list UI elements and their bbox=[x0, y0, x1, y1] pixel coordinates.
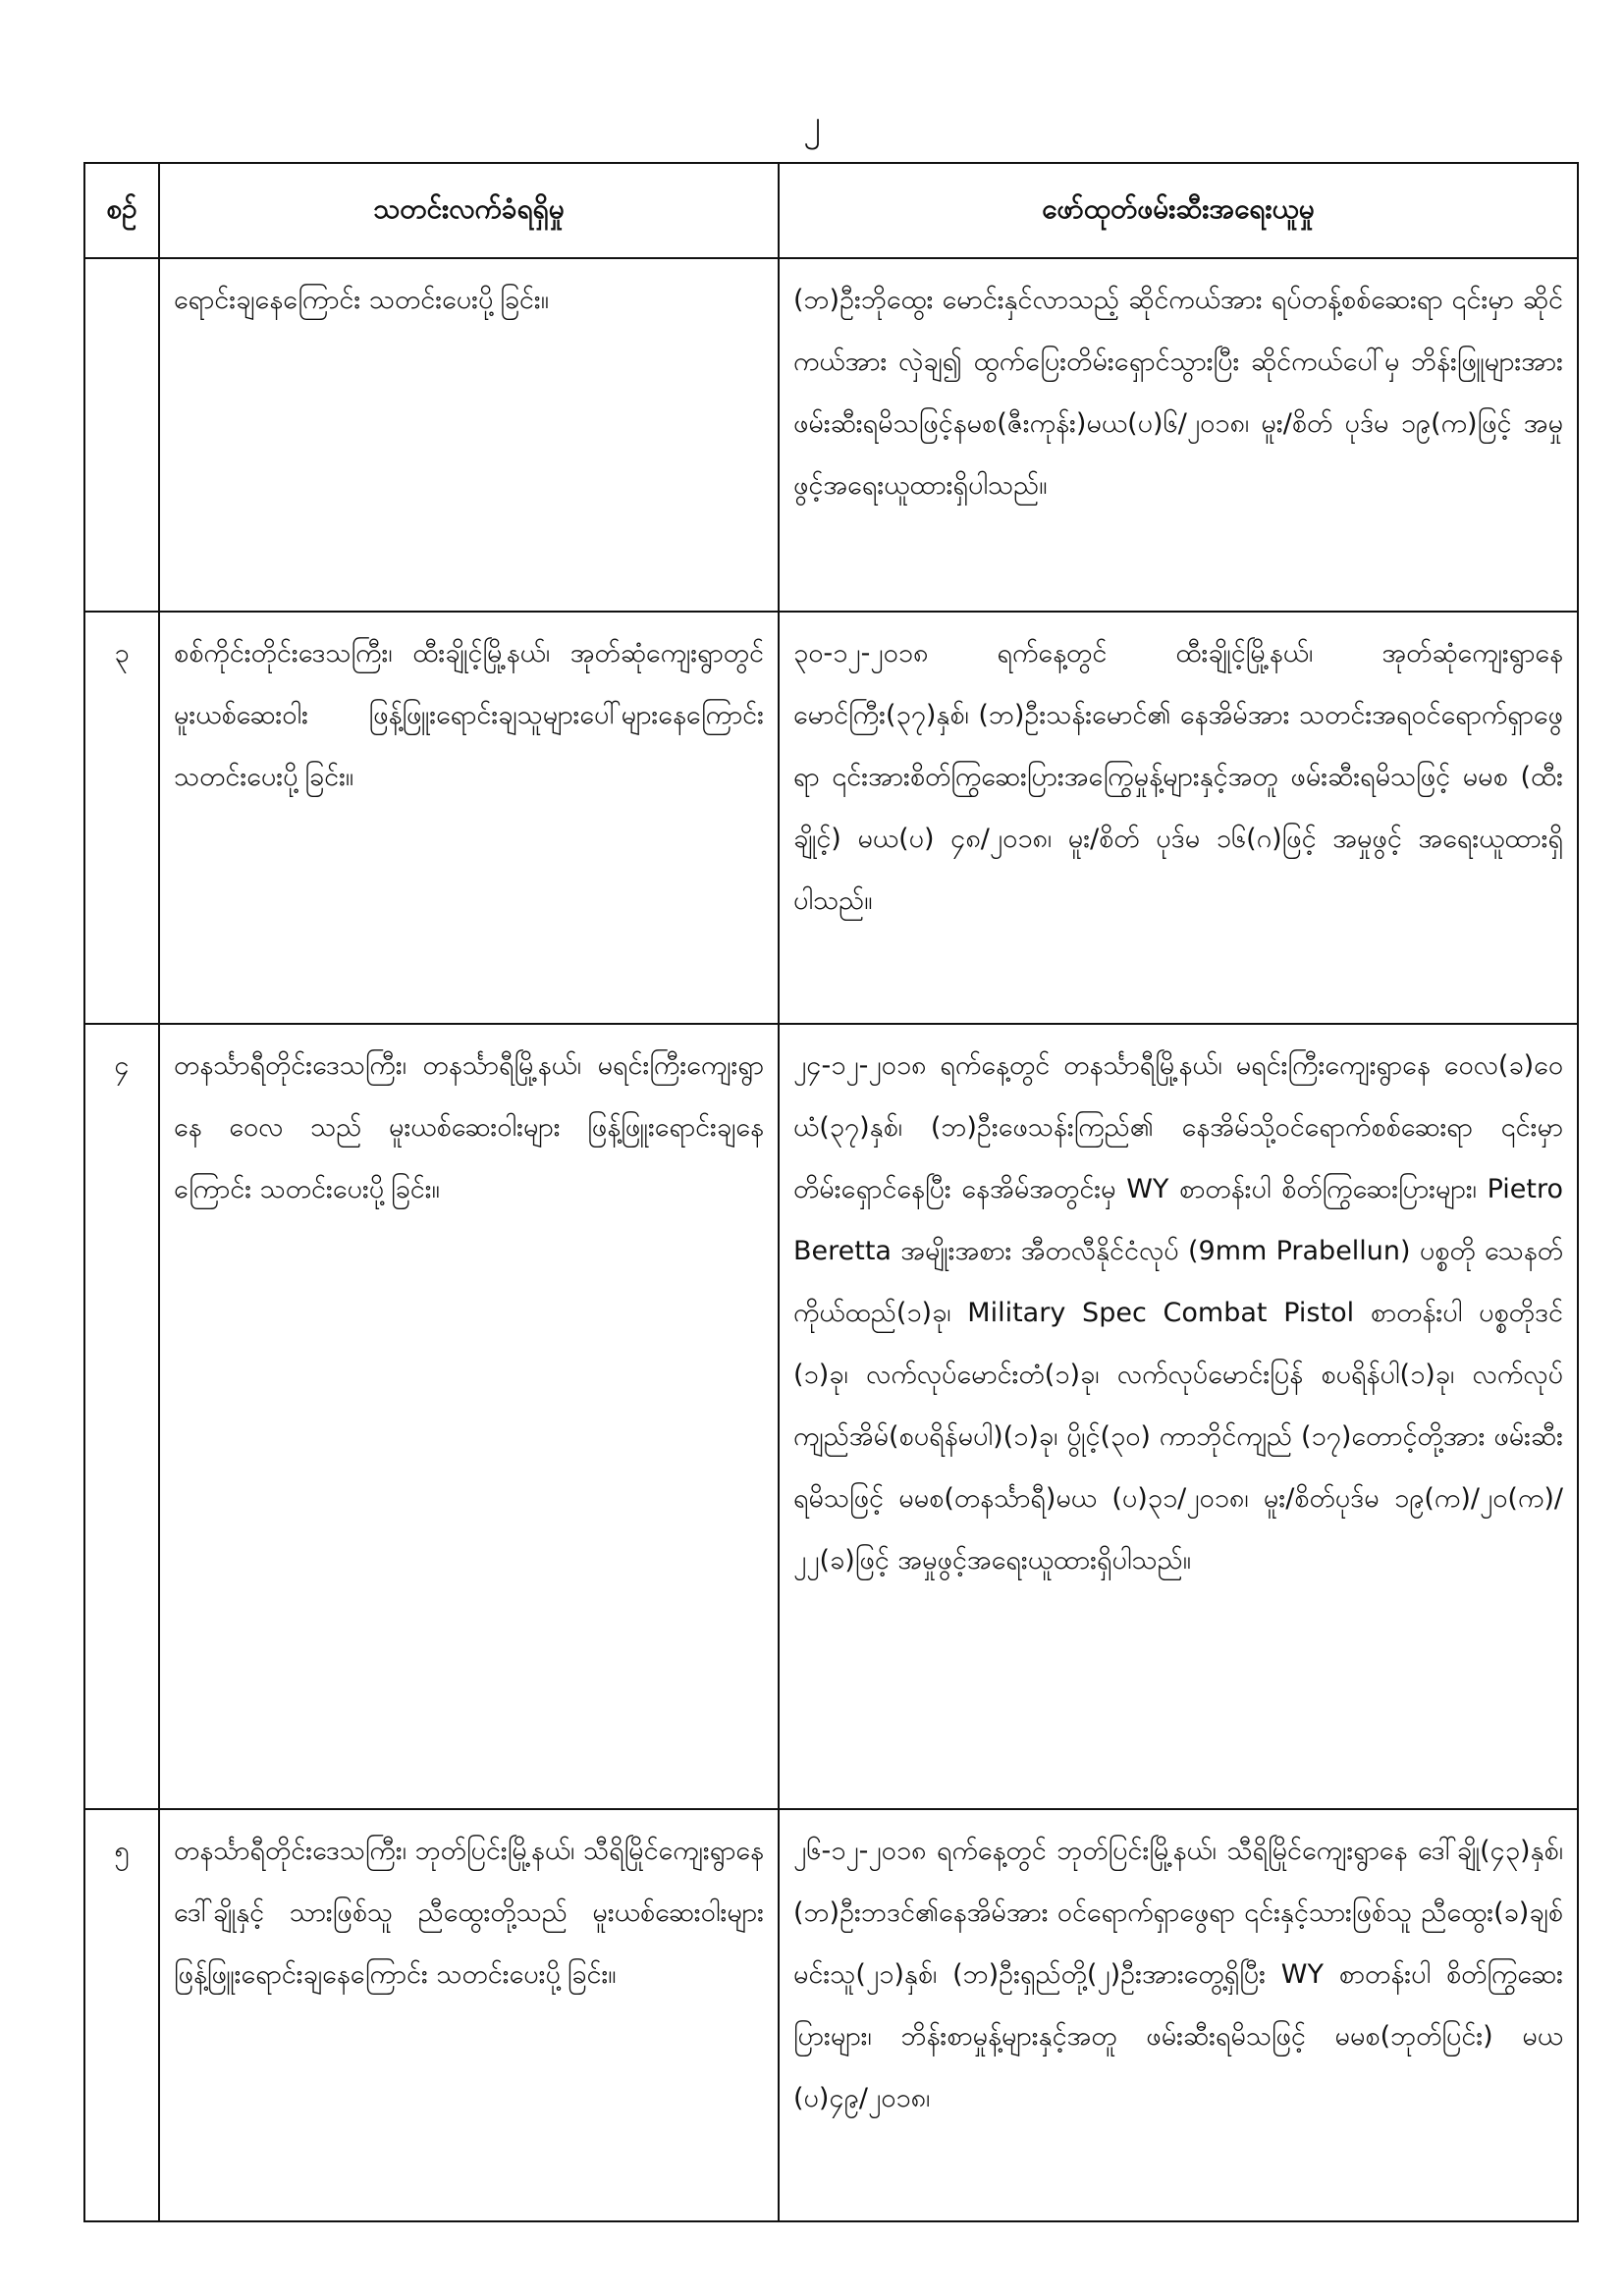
row-action-text: ၃၀-၁၂-၂၀၁၈ ရက်နေ့တွင် ထီးချိုင့်မြို့နယ်၊ အုတ်ဆုံကျေးရွာနေ မောင်ကြီး(၃၇)နှစ်၊ (ဘ)ဦးသန်းမောင်၏ နေအိမ်အား သတင်းအရဝင်ရောက်ရှာဖွေရာ ၎င်းအားစိတ်ကြွဆေးပြားအကြွေမှုန့်များနှင့်အတူ ဖမ်းဆီးရမိသဖြင့် မမစ (ထီးချိုင့်) မယ(ပ) ၄၈/၂၀၁၈၊ မူး/စိတ် ပုဒ်မ ၁၆(ဂ)ဖြင့် အမှုဖွင့် အရေးယူထားရှိပါသည်။ bbox=[779, 612, 1578, 1024]
table-row bbox=[84, 258, 1578, 612]
table-row bbox=[84, 1809, 1578, 2221]
row-report-text: တနင်္သာရီတိုင်းဒေသကြီး၊ တနင်္သာရီမြို့နယ်၊ မရင်းကြီးကျေးရွာနေ ဝေလ သည် မူးယစ်ဆေးဝါးများ ဖြန့်ဖြူးရောင်းချနေကြောင်း သတင်းပေးပို့ခြင်း။ bbox=[159, 1024, 779, 1809]
page-number: ၂ bbox=[803, 103, 821, 143]
row-serial-no: ၅ bbox=[84, 1809, 159, 2221]
header-report-received: သတင်းလက်ခံရရှိမှု bbox=[159, 163, 779, 258]
row-serial-no: ၃ bbox=[84, 612, 159, 1024]
row-report-text: စစ်ကိုင်းတိုင်းဒေသကြီး၊ ထီးချိုင့်မြို့နယ်၊ အုတ်ဆုံကျေးရွာတွင် မူးယစ်ဆေးဝါး ဖြန့်ဖြူးရောင်းချသူများပေါ်များနေကြောင်း သတင်းပေးပို့ခြင်း။ bbox=[159, 612, 779, 1024]
header-action-taken: ဖော်ထုတ်ဖမ်းဆီးအရေးယူမှု bbox=[779, 163, 1578, 258]
row-serial-no bbox=[84, 258, 159, 612]
row-action-text: (ဘ)ဦးဘိုထွေး မောင်းနှင်လာသည့် ဆိုင်ကယ်အား ရပ်တန့်စစ်ဆေးရာ ၎င်းမှာ ဆိုင်ကယ်အား လှဲချ၍ ထွက်ပြေးတိမ်းရှောင်သွားပြီး ဆိုင်ကယ်ပေါ်မှ ဘိန်းဖြူများအား ဖမ်းဆီးရမိသဖြင့်နမစ(ဇီးကုန်း)မယ(ပ)၆/၂၀၁၈၊ မူး/စိတ် ပုဒ်မ ၁၉(က)ဖြင့် အမှုဖွင့်အရေးယူထားရှိပါသည်။ bbox=[779, 258, 1578, 612]
table-header-row bbox=[84, 163, 1578, 258]
row-serial-no: ၄ bbox=[84, 1024, 159, 1809]
row-action-text: ၂၄-၁၂-၂၀၁၈ ရက်နေ့တွင် တနင်္သာရီမြို့နယ်၊ မရင်းကြီးကျေးရွာနေ ဝေလ(ခ)ဝေယံ(၃၇)နှစ်၊ (ဘ)ဦးဖေသန်းကြည်၏ နေအိမ်သို့ဝင်ရောက်စစ်ဆေးရာ ၎င်းမှာတိမ်းရှောင်နေပြီး နေအိမ်အတွင်းမှ WY စာတန်းပါ စိတ်ကြွဆေးပြားများ၊ Pietro Beretta အမျိုးအစား အီတလီနိုင်ငံလုပ် (9mm Prabellun) ပစ္စတို သေနတ်ကိုယ်ထည်(၁)ခု၊ Military Spec Combat Pistol စာတန်းပါ ပစ္စတိုဒင် (၁)ခု၊ လက်လုပ်မောင်းတံ(၁)ခု၊ လက်လုပ်မောင်းပြန် စပရိန်ပါ(၁)ခု၊ လက်လုပ်ကျည်အိမ်(စပရိန်မပါ)(၁)ခု၊ ပွိုင့်(၃၀) ကာဘိုင်ကျည် (၁၇)တောင့်တို့အား ဖမ်းဆီးရမိသဖြင့် မမစ(တနင်္သာရီ)မယ (ပ)၃၁/၂၀၁၈၊ မူး/စိတ်ပုဒ်မ ၁၉(က)/၂၀(က)/၂၂(ခ)ဖြင့် အမှုဖွင့်အရေးယူထားရှိပါသည်။ bbox=[779, 1024, 1578, 1809]
table-row bbox=[84, 1024, 1578, 1809]
header-serial-no: စဉ် bbox=[84, 163, 159, 258]
report-table bbox=[83, 162, 1579, 2222]
row-action-text: ၂၆-၁၂-၂၀၁၈ ရက်နေ့တွင် ဘုတ်ပြင်းမြို့နယ်၊ သီရိမြိုင်ကျေးရွာနေ ဒေါ်ချို(၄၃)နှစ်၊ (ဘ)ဦးဘဒင်၏နေအိမ်အား ဝင်ရောက်ရှာဖွေရာ ၎င်းနှင့်သားဖြစ်သူ ညီထွေး(ခ)ချစ်မင်းသူ(၂၁)နှစ်၊ (ဘ)ဦးရှည်တို့(၂)ဦးအားတွေ့ရှိပြီး WY စာတန်းပါ စိတ်ကြွဆေးပြားများ၊ ဘိန်းစာမှုန့်များနှင့်အတူ ဖမ်းဆီးရမိသဖြင့် မမစ(ဘုတ်ပြင်း) မယ (ပ)၄၉/၂၀၁၈၊ bbox=[779, 1809, 1578, 2221]
row-report-text: တနင်္သာရီတိုင်းဒေသကြီး၊ ဘုတ်ပြင်းမြို့နယ်၊ သီရိမြိုင်ကျေးရွာနေ ဒေါ်ချိုနှင့် သားဖြစ်သူ ညီထွေးတို့သည် မူးယစ်ဆေးဝါးများ ဖြန့်ဖြူးရောင်းချနေကြောင်း သတင်းပေးပို့ခြင်း။ bbox=[159, 1809, 779, 2221]
row-report-text: ရောင်းချနေကြောင်း သတင်းပေးပို့ခြင်း။ bbox=[159, 258, 779, 612]
table-row bbox=[84, 612, 1578, 1024]
